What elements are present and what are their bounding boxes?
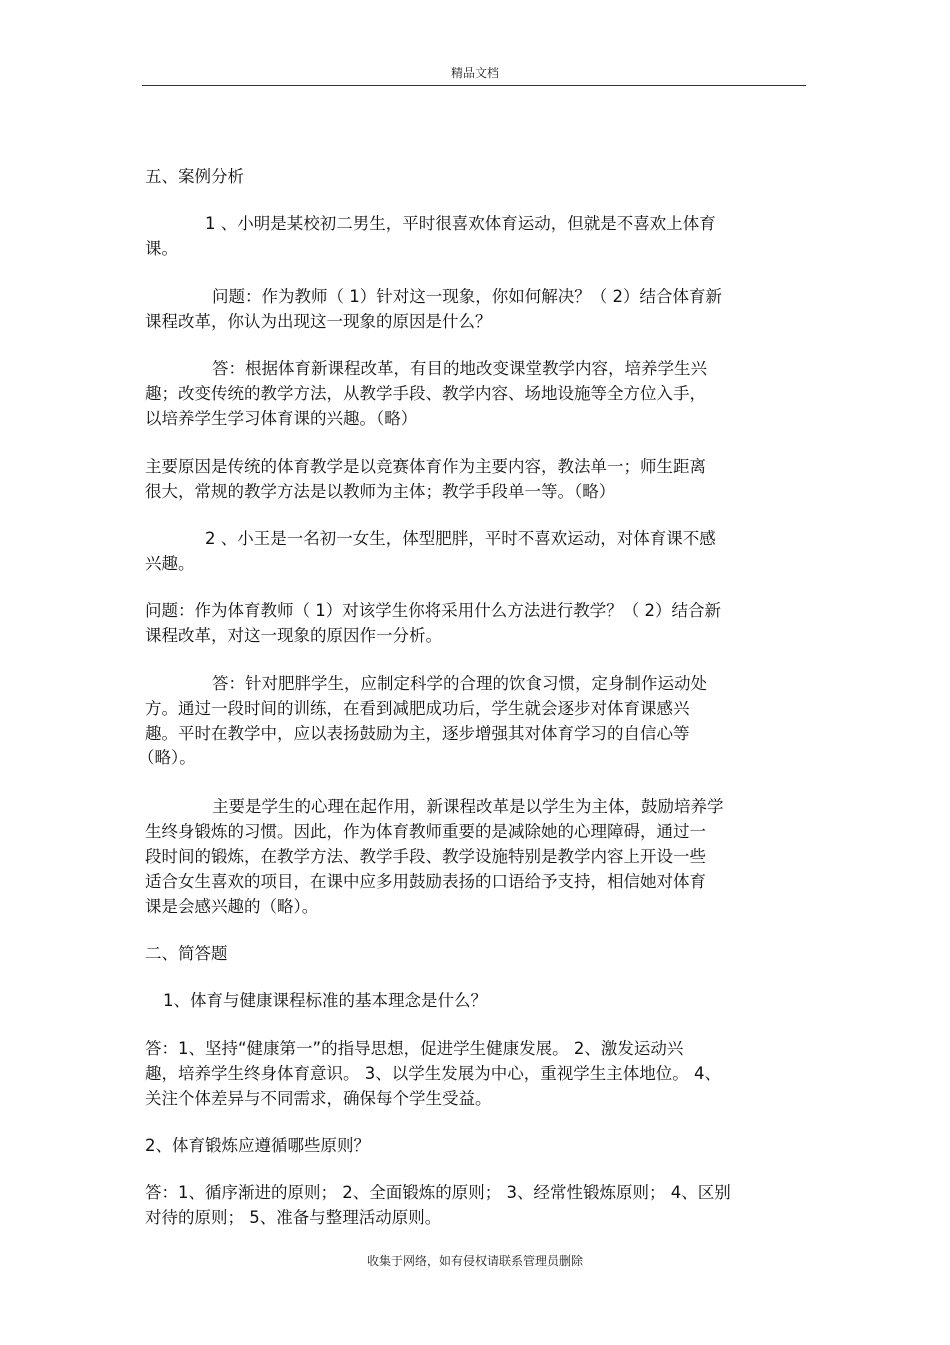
case-1-answer: 答：根据体育新课程改革，有目的地改变课堂教学内容，培养学生兴 xyxy=(212,359,707,378)
case-2-answer: 方。通过一段时间的训练，在看到减肥成功后，学生就会逐步对体育课感兴 xyxy=(145,699,690,718)
question-2: 2、体育锻炼应遵循哪些原则？ xyxy=(145,1136,370,1155)
case-1-question: 课程改革，你认为出现这一现象的原因是什么？ xyxy=(145,312,492,331)
case-2-reason: 主要是学生的心理在起作用，新课程改革是以学生为主体，鼓励培养学 xyxy=(212,797,724,816)
case-2-question: 问题：作为体育教师（ 1）对该学生你将采用什么方法进行教学？（ 2）结合新 xyxy=(145,601,721,620)
page-header: 精品文档 xyxy=(450,66,499,80)
answer-1: 答：1、坚持“健康第一”的指导思想，促进学生健康发展。 2、激发运动兴 xyxy=(145,1039,684,1058)
answer-2: 答：1、循序渐进的原则； 2、全面锻炼的原则； 3、经常性锻炼原则； 4、区别 xyxy=(145,1183,731,1202)
section-heading: 五、案例分析 xyxy=(145,167,244,186)
answer-2: 对待的原则； 5、准备与整理活动原则。 xyxy=(145,1208,442,1227)
answer-1: 趣，培养学生终身体育意识。 3、以学生发展为中心，重视学生主体地位。 4、 xyxy=(145,1064,721,1083)
case-2-reason: 适合女生喜欢的项目，在课中应多用鼓励表扬的口语给予支持，相信她对体育 xyxy=(145,872,706,891)
case-2-answer: 趣。平时在教学中，应以表扬鼓励为主，逐步增强其对体育学习的自信心等 xyxy=(145,724,690,743)
header-rule xyxy=(142,85,806,86)
case-2-text: 兴趣。 xyxy=(145,554,195,573)
case-1-reason: 主要原因是传统的体育教学是以竞赛体育作为主要内容，教法单一；师生距离 xyxy=(145,457,706,476)
case-1-text: 课。 xyxy=(145,239,178,258)
case-2-reason: 生终身锻炼的习惯。因此，作为体育教师重要的是减除她的心理障碍，通过一 xyxy=(145,822,706,841)
case-1-question: 问题：作为教师（ 1）针对这一现象，你如何解决？（ 2）结合体育新 xyxy=(212,287,722,306)
case-1-answer: 趣；改变传统的教学方法，从教学手段、教学内容、场地设施等全方位入手， xyxy=(145,384,706,403)
case-2-question: 课程改革，对这一现象的原因作一分析。 xyxy=(145,626,442,645)
case-2-text: 2 、小王是一名初一女生，体型肥胖，平时不喜欢运动，对体育课不感 xyxy=(205,529,716,548)
question-1: 1、体育与健康课程标准的基本理念是什么？ xyxy=(163,991,487,1010)
case-1-answer: 以培养学生学习体育课的兴趣。（略） xyxy=(145,409,418,428)
case-2-answer: 答：针对肥胖学生，应制定科学的合理的饮食习惯，定身制作运动处 xyxy=(212,674,707,693)
answer-1: 关注个体差异与不同需求，确保每个学生受益。 xyxy=(145,1089,492,1108)
case-1-reason: 很大，常规的教学方法是以教师为主体；教学手段单一等。（略） xyxy=(145,482,616,501)
page-footer: 收集于网络，如有侵权请联系管理员删除 xyxy=(366,1254,583,1268)
case-2-answer: （略）。 xyxy=(138,748,196,767)
section-heading: 二、简答题 xyxy=(145,944,228,963)
case-2-reason: 课是会感兴趣的（略）。 xyxy=(145,897,319,916)
case-2-reason: 段时间的锻炼，在教学方法、教学手段、教学设施特别是教学内容上开设一些 xyxy=(145,847,706,866)
case-1-text: 1 、小明是某校初二男生，平时很喜欢体育运动，但就是不喜欢上体育 xyxy=(205,214,716,233)
